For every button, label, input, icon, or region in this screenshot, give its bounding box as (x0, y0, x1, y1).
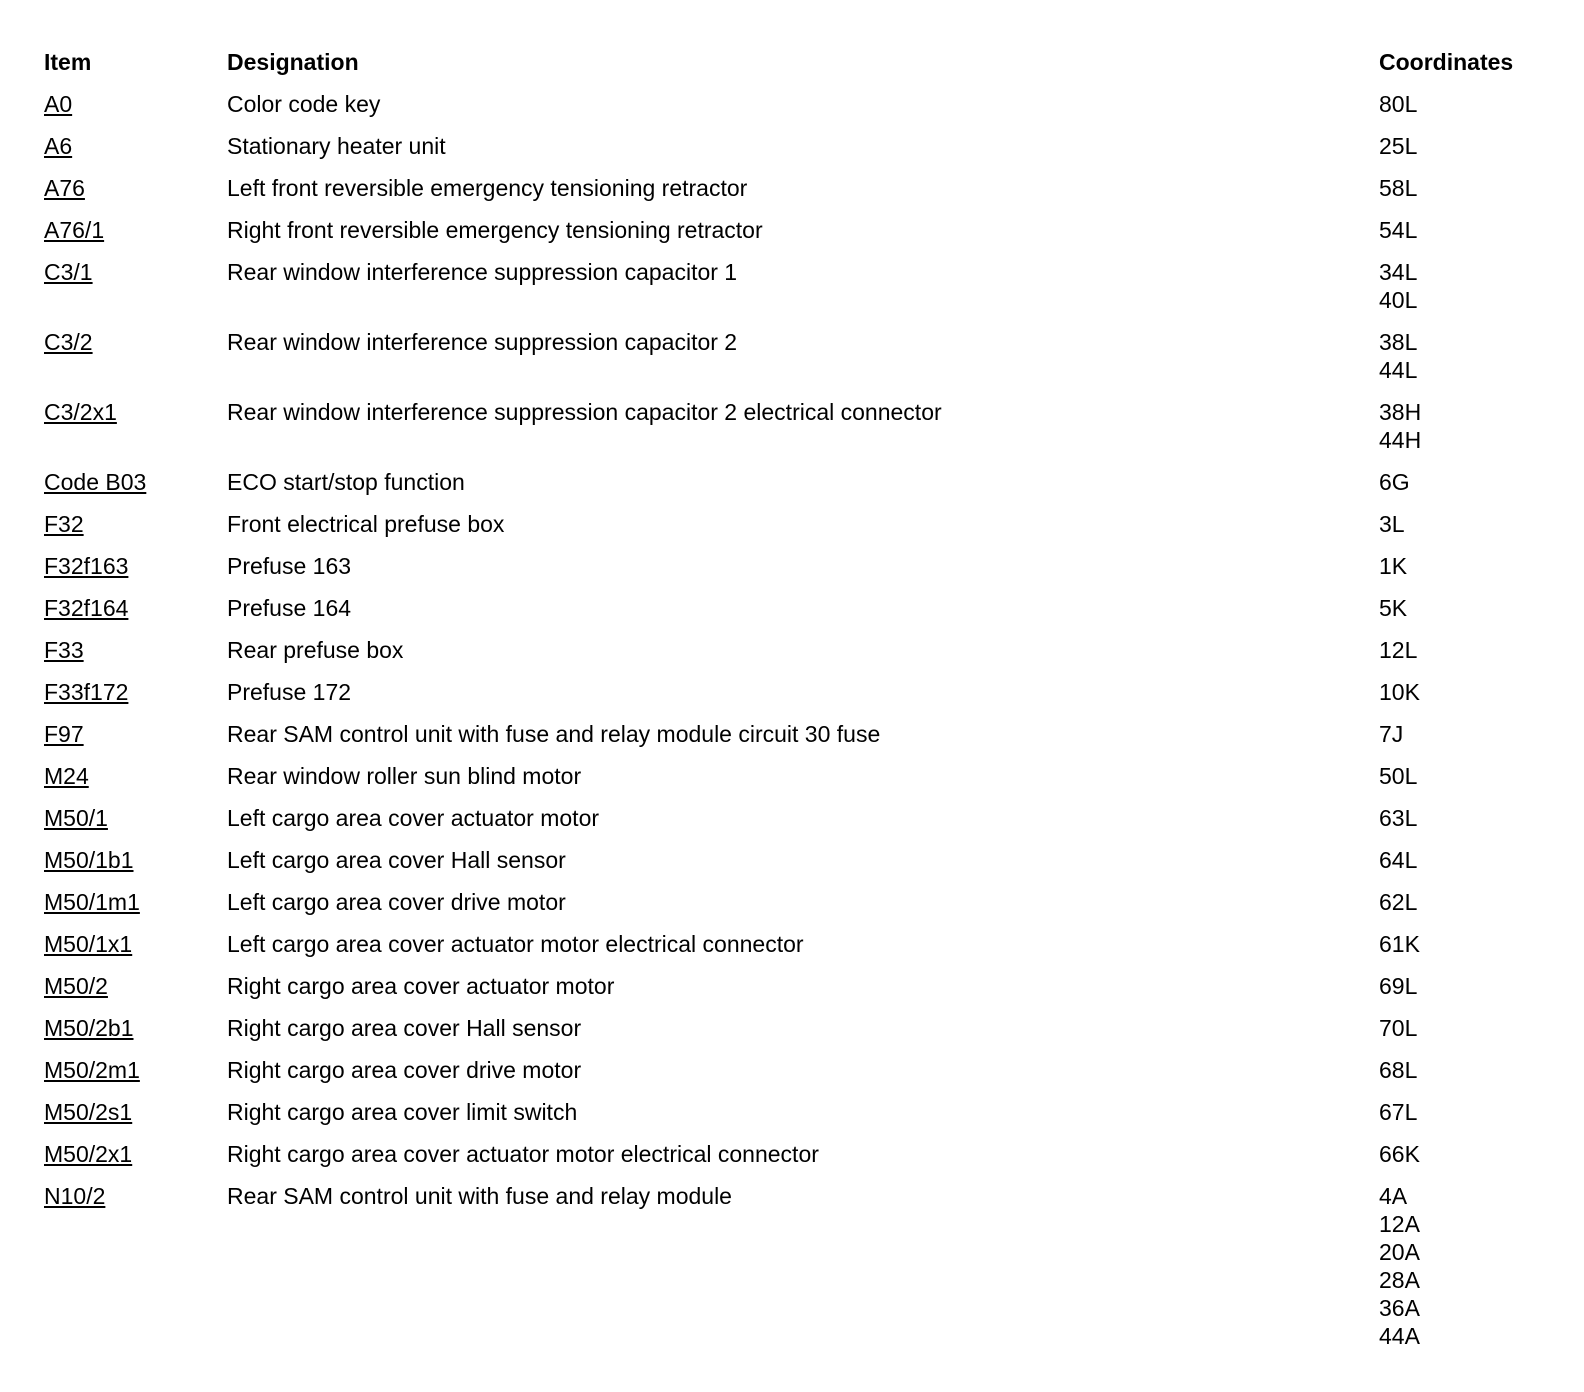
designation-cell: Color code key (227, 91, 381, 117)
item-cell (44, 636, 84, 664)
item-cell (44, 720, 84, 748)
coordinates-cell (1379, 216, 1417, 244)
item-cell (44, 552, 128, 580)
item-link[interactable]: M50/1b1 (44, 847, 134, 873)
designation-cell: Right cargo area cover actuator motor (227, 973, 615, 999)
item-link[interactable]: M50/1 (44, 805, 108, 831)
coordinate-value: 66K (1379, 1141, 1420, 1167)
designation-cell: Left cargo area cover drive motor (227, 889, 566, 915)
coordinates-cell (1379, 1182, 1420, 1350)
designation-cell: Right cargo area cover drive motor (227, 1057, 582, 1083)
item-cell (44, 328, 93, 356)
coordinate-value: 20A (1379, 1239, 1420, 1265)
coordinate-value: 50L (1379, 763, 1418, 789)
coordinate-value: 44L (1379, 357, 1418, 383)
coordinates-cell (1379, 888, 1417, 916)
item-link[interactable]: F33f172 (44, 679, 129, 705)
designation-cell: Right front reversible emergency tensioning retractor (227, 217, 763, 243)
designation-cell: Rear window roller sun blind motor (227, 763, 582, 789)
item-link[interactable]: M50/2 (44, 973, 108, 999)
coordinate-value: 34L (1379, 259, 1418, 285)
designation-cell: Right cargo area cover actuator motor electrical connector (227, 1141, 819, 1167)
coordinates-cell (1379, 594, 1407, 622)
coordinate-value: 1K (1379, 553, 1408, 579)
coordinate-value: 7J (1379, 721, 1404, 747)
coordinates-cell (1379, 1140, 1420, 1168)
item-cell (44, 398, 117, 426)
coordinate-value: 70L (1379, 1015, 1418, 1041)
item-link[interactable]: M50/1x1 (44, 931, 133, 957)
item-cell (44, 1014, 134, 1042)
item-cell (44, 258, 93, 286)
header-coordinates: Coordinates (1379, 49, 1514, 75)
item-link[interactable]: F32f163 (44, 553, 129, 579)
header-item: Item (44, 49, 92, 75)
designation-cell: Rear SAM control unit with fuse and relay module circuit 30 fuse (227, 721, 881, 747)
coordinate-value: 67L (1379, 1099, 1418, 1125)
designation-cell: Rear SAM control unit with fuse and relay module (227, 1183, 732, 1209)
coordinates-cell (1379, 1014, 1417, 1042)
coordinates-cell (1379, 258, 1417, 314)
item-cell (44, 174, 85, 202)
item-cell (44, 846, 134, 874)
item-link[interactable]: A0 (44, 91, 73, 117)
designation-cell: Prefuse 164 (227, 595, 352, 621)
item-cell (44, 972, 108, 1000)
coordinate-value: 5K (1379, 595, 1408, 621)
coordinates-cell (1379, 972, 1417, 1000)
coordinates-cell (1379, 174, 1417, 202)
coordinate-value: 28A (1379, 1267, 1420, 1293)
item-cell (44, 216, 104, 244)
item-cell (44, 930, 132, 958)
designation-cell: Prefuse 163 (227, 553, 352, 579)
coordinate-value: 44A (1379, 1323, 1420, 1349)
coordinate-value: 80L (1379, 91, 1418, 117)
designation-cell: Rear window interference suppression capacitor 1 (227, 259, 738, 285)
header-designation: Designation (227, 49, 359, 75)
item-cell (44, 90, 72, 118)
item-cell (44, 132, 72, 160)
coordinate-value: 54L (1379, 217, 1418, 243)
coordinate-value: 3L (1379, 511, 1405, 537)
designation-cell: ECO start/stop function (227, 469, 465, 495)
coordinate-value: 38H (1379, 399, 1422, 425)
item-cell (44, 762, 89, 790)
item-cell (44, 510, 84, 538)
item-link[interactable]: N10/2 (44, 1183, 106, 1209)
item-link[interactable]: M24 (44, 763, 89, 789)
coordinate-value: 61K (1379, 931, 1420, 957)
item-link[interactable]: A76/1 (44, 217, 105, 243)
item-link[interactable]: A6 (44, 133, 73, 159)
coordinates-cell (1379, 468, 1410, 496)
item-link[interactable]: M50/2b1 (44, 1015, 134, 1041)
coordinate-value: 25L (1379, 133, 1418, 159)
coordinates-cell (1379, 804, 1417, 832)
coordinates-cell (1379, 1056, 1417, 1084)
designation-cell: Right cargo area cover Hall sensor (227, 1015, 582, 1041)
coordinate-value: 36A (1379, 1295, 1420, 1321)
coordinates-cell (1379, 720, 1403, 748)
item-cell (44, 1056, 140, 1084)
item-link[interactable]: Code B03 (44, 469, 147, 495)
coordinate-value: 58L (1379, 175, 1418, 201)
coordinate-value: 69L (1379, 973, 1418, 999)
designation-cell: Left front reversible emergency tensioning retractor (227, 175, 748, 201)
coordinate-value: 38L (1379, 329, 1418, 355)
item-cell (44, 1098, 132, 1126)
item-link[interactable]: C3/1 (44, 259, 93, 285)
coordinate-value: 68L (1379, 1057, 1418, 1083)
designation-cell: Rear prefuse box (227, 637, 404, 663)
designation-cell: Left cargo area cover Hall sensor (227, 847, 566, 873)
coordinate-value: 44H (1379, 427, 1422, 453)
item-link[interactable]: M50/2m1 (44, 1057, 140, 1083)
item-link[interactable]: M50/2s1 (44, 1099, 133, 1125)
item-cell (44, 1140, 132, 1168)
coordinates-cell (1379, 930, 1420, 958)
coordinates-cell (1379, 762, 1417, 790)
coordinates-cell (1379, 90, 1417, 118)
coordinate-value: 40L (1379, 287, 1418, 313)
item-cell (44, 804, 108, 832)
item-cell (44, 678, 128, 706)
item-link[interactable]: M50/1m1 (44, 889, 140, 915)
designation-cell: Prefuse 172 (227, 679, 352, 705)
item-link[interactable]: C3/2 (44, 329, 93, 355)
coordinates-cell (1379, 678, 1420, 706)
item-cell (44, 1182, 105, 1210)
coordinate-value: 12A (1379, 1211, 1420, 1237)
coordinates-cell (1379, 398, 1421, 454)
item-link[interactable]: C3/2x1 (44, 399, 117, 425)
coordinate-value: 62L (1379, 889, 1418, 915)
coordinate-value: 4A (1379, 1183, 1408, 1209)
designation-cell: Stationary heater unit (227, 133, 446, 159)
item-link[interactable]: F33 (44, 637, 84, 663)
item-cell (44, 888, 140, 916)
coordinate-value: 63L (1379, 805, 1418, 831)
coordinates-cell (1379, 510, 1405, 538)
item-link[interactable]: F97 (44, 721, 84, 747)
item-cell (44, 594, 128, 622)
coordinates-cell (1379, 552, 1407, 580)
item-link[interactable]: F32 (44, 511, 84, 537)
designation-cell: Rear window interference suppression capacitor 2 (227, 329, 738, 355)
item-link[interactable]: M50/2x1 (44, 1141, 133, 1167)
coordinates-cell (1379, 132, 1417, 160)
designation-cell: Right cargo area cover limit switch (227, 1099, 578, 1125)
designation-cell: Rear window interference suppression capacitor 2 electrical connector (227, 399, 942, 425)
item-cell (44, 468, 146, 496)
item-link[interactable]: F32f164 (44, 595, 129, 621)
coordinate-value: 64L (1379, 847, 1418, 873)
coordinates-cell (1379, 1098, 1417, 1126)
coordinate-value: 12L (1379, 637, 1418, 663)
coordinate-value: 6G (1379, 469, 1410, 495)
designation-cell: Left cargo area cover actuator motor electrical connector (227, 931, 804, 957)
coordinates-cell (1379, 636, 1417, 664)
designation-cell: Left cargo area cover actuator motor (227, 805, 600, 831)
coordinates-cell (1379, 846, 1417, 874)
coordinates-cell (1379, 328, 1417, 384)
coordinate-value: 10K (1379, 679, 1420, 705)
designation-cell: Front electrical prefuse box (227, 511, 505, 537)
item-link[interactable]: A76 (44, 175, 85, 201)
